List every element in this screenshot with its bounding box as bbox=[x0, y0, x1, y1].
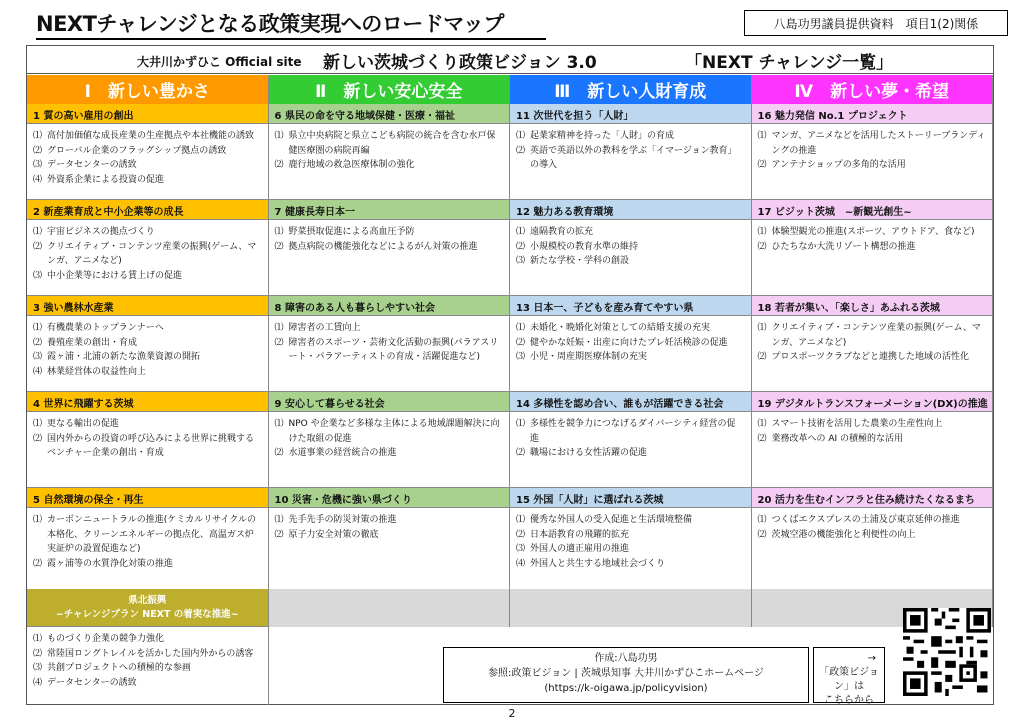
challenge-items bbox=[510, 124, 751, 175]
list-item bbox=[275, 336, 504, 365]
challenge-cell bbox=[269, 200, 511, 296]
item-text: 小規模校の教育水準の維持 bbox=[530, 241, 639, 252]
item-text: 国内外からの投資の呼び込みによる世界に挑戦するベンチャー企業の創出・育成 bbox=[47, 433, 255, 458]
title-underline bbox=[36, 38, 546, 40]
item-number: ⑵ bbox=[33, 241, 43, 252]
list-item bbox=[758, 321, 987, 350]
challenge-cell bbox=[27, 200, 269, 296]
challenge-cell bbox=[27, 296, 269, 392]
item-text: 共創プロジェクトへの積極的な参画 bbox=[47, 663, 191, 673]
challenge-heading: 1 質の高い雇用の創出 bbox=[27, 104, 268, 124]
list-item bbox=[33, 676, 262, 691]
challenge-cell bbox=[510, 104, 752, 200]
item-number: ⑵ bbox=[33, 337, 43, 348]
challenge-heading: 3 強い農林水産業 bbox=[27, 296, 268, 316]
extra-subtitle: ~チャレンジプラン NEXT の着実な推進~ bbox=[55, 609, 239, 620]
pillar-header-3: Ⅲ 新しい人財育成 bbox=[510, 75, 752, 104]
item-number: ⑵ bbox=[757, 529, 767, 540]
item-number: ⑵ bbox=[33, 433, 43, 444]
list-item bbox=[33, 350, 262, 365]
list-item bbox=[758, 528, 987, 543]
list-item bbox=[275, 513, 504, 528]
list-item bbox=[516, 350, 745, 365]
challenge-items bbox=[510, 412, 751, 463]
item-text: 外国人と共生する地域社会づくり bbox=[530, 558, 666, 569]
qr-note-line1: 「政策ビジョン」は bbox=[819, 667, 879, 692]
item-text: 英語で英語以外の教科を学ぶ「イマージョン教育」の導入 bbox=[530, 145, 737, 170]
list-item bbox=[33, 557, 262, 572]
list-item bbox=[33, 365, 262, 380]
challenge-heading: 19 デジタルトランスフォーメーション(DX)の推進 bbox=[752, 392, 993, 412]
item-number: ⑴ bbox=[33, 323, 43, 333]
page-title: NEXTチャレンジとなる政策実現へのロードマップ bbox=[36, 12, 504, 36]
challenge-heading: 5 自然環境の保全・再生 bbox=[27, 488, 268, 508]
challenge-heading: 8 障害のある人も暮らしやすい社会 bbox=[269, 296, 510, 316]
challenge-grid bbox=[27, 104, 993, 613]
challenge-heading: 15 外国「人財」に選ばれる茨城 bbox=[510, 488, 751, 508]
item-text: 業務改革への AI の積極的な活用 bbox=[771, 433, 904, 444]
item-number: ⑶ bbox=[516, 256, 526, 266]
item-number: ⑴ bbox=[274, 227, 284, 237]
item-number: ⑴ bbox=[757, 419, 767, 429]
item-text: 水道事業の経営統合の推進 bbox=[288, 448, 397, 458]
challenge-items bbox=[269, 220, 510, 256]
item-text: 外資系企業による投資の促進 bbox=[47, 174, 165, 185]
challenge-heading: 7 健康長寿日本一 bbox=[269, 200, 510, 220]
list-item bbox=[275, 158, 504, 173]
item-number: ⑵ bbox=[757, 433, 767, 444]
roadmap-frame bbox=[26, 45, 994, 705]
item-number: ⑴ bbox=[33, 131, 43, 141]
item-number: ⑴ bbox=[516, 419, 526, 429]
item-text: 霞ヶ浦等の水質浄化対策の推進 bbox=[47, 558, 174, 569]
list-item bbox=[275, 417, 504, 446]
item-text: 優秀な外国人の受入促進と生活環境整備 bbox=[530, 515, 693, 525]
challenge-heading: 12 魅力ある教育環境 bbox=[510, 200, 751, 220]
item-number: ⑵ bbox=[757, 241, 767, 252]
credit-reference: 参照:政策ビジョン | 茨城県知事 大井川かずひこホームページ bbox=[488, 668, 764, 679]
list-item bbox=[516, 240, 745, 255]
item-number: ⑵ bbox=[516, 337, 526, 348]
item-text: 体験型観光の推進(スポーツ、アウトドア、食など) bbox=[771, 227, 975, 237]
list-item bbox=[516, 542, 745, 557]
list-item bbox=[33, 432, 262, 461]
challenge-cell bbox=[269, 296, 511, 392]
item-number: ⑵ bbox=[516, 529, 526, 540]
extra-head bbox=[27, 589, 268, 627]
list-item bbox=[758, 432, 987, 447]
item-number: ⑴ bbox=[274, 419, 284, 429]
list-item bbox=[33, 129, 262, 144]
challenge-heading: 17 ビジット茨城 ~新観光創生~ bbox=[752, 200, 993, 220]
item-number: ⑷ bbox=[516, 558, 526, 569]
item-number: ⑵ bbox=[757, 352, 767, 362]
list-item bbox=[33, 661, 262, 676]
item-number: ⑵ bbox=[274, 160, 284, 170]
list-item bbox=[516, 446, 745, 461]
challenge-heading: 20 活力を生むインフラと住み続けたくなるまち bbox=[752, 488, 993, 508]
list-item bbox=[516, 225, 745, 240]
challenge-items bbox=[269, 412, 510, 463]
item-number: ⑵ bbox=[516, 241, 526, 252]
list-item bbox=[516, 513, 745, 528]
item-text: 職場における女性活躍の促進 bbox=[530, 448, 648, 458]
item-number: ⑵ bbox=[33, 648, 43, 659]
item-text: つくばエクスプレスの土浦及び東京延伸の推進 bbox=[771, 515, 960, 525]
list-item bbox=[275, 225, 504, 240]
item-text: 外国人の適正雇用の推進 bbox=[530, 544, 630, 554]
list-item bbox=[33, 225, 262, 240]
list-item bbox=[758, 350, 987, 365]
reference-label: 八島功男議員提供資料 項目1(2)関係 bbox=[744, 10, 1008, 36]
challenge-cell bbox=[269, 104, 511, 200]
extra-title: 県北振興 bbox=[128, 595, 167, 606]
item-number: ⑴ bbox=[516, 227, 526, 237]
item-number: ⑴ bbox=[274, 515, 284, 525]
item-text: 原子力安全対策の徹底 bbox=[288, 529, 379, 540]
list-item bbox=[33, 321, 262, 336]
challenge-cell bbox=[510, 392, 752, 488]
list-item bbox=[758, 240, 987, 255]
list-item bbox=[33, 647, 262, 662]
challenge-heading: 13 日本一、子どもを産み育てやすい県 bbox=[510, 296, 751, 316]
list-item bbox=[516, 528, 745, 543]
challenge-items bbox=[510, 316, 751, 367]
challenge-cell bbox=[510, 200, 752, 296]
item-number: ⑶ bbox=[33, 270, 43, 281]
list-item bbox=[33, 144, 262, 159]
list-item bbox=[758, 129, 987, 158]
item-number: ⑴ bbox=[274, 131, 284, 141]
item-text: スマート技術を活用した農業の生産性向上 bbox=[771, 419, 943, 429]
header-row bbox=[27, 46, 993, 74]
item-text: 拠点病院の機能強化などによるがん対策の推進 bbox=[288, 241, 478, 252]
item-number: ⑶ bbox=[516, 544, 526, 554]
list-item bbox=[516, 129, 745, 144]
item-text: NPO や企業など多様な主体による地域課題解決に向けた取組の促進 bbox=[288, 419, 500, 444]
item-text: ものづくり企業の競争力強化 bbox=[47, 634, 165, 644]
list-item bbox=[758, 513, 987, 528]
challenge-cell bbox=[752, 392, 994, 488]
site-name: 大井川かずひこ Official site bbox=[137, 55, 302, 69]
item-text: 小児・周産期医療体制の充実 bbox=[530, 352, 648, 362]
challenge-heading: 9 安心して暮らせる社会 bbox=[269, 392, 510, 412]
list-item bbox=[33, 158, 262, 173]
item-number: ⑴ bbox=[33, 227, 43, 237]
list-item bbox=[758, 225, 987, 240]
item-number: ⑵ bbox=[516, 145, 526, 156]
challenge-items bbox=[27, 316, 268, 381]
item-text: 高付加価値な成長産業の生産拠点や本社機能の誘致 bbox=[47, 131, 255, 141]
list-item bbox=[33, 632, 262, 647]
item-number: ⑴ bbox=[516, 131, 526, 141]
challenge-items bbox=[752, 508, 993, 544]
challenge-items bbox=[752, 220, 993, 256]
list-item bbox=[516, 336, 745, 351]
list-item bbox=[33, 269, 262, 284]
item-number: ⑵ bbox=[274, 529, 284, 540]
item-text: アンテナショップの多角的な活用 bbox=[771, 160, 906, 170]
challenge-heading: 16 魅力発信 No.1 プロジェクト bbox=[752, 104, 993, 124]
pillar-header-1: Ⅰ 新しい豊かさ bbox=[27, 75, 269, 104]
item-number: ⑴ bbox=[516, 323, 526, 333]
list-item bbox=[33, 513, 262, 557]
item-number: ⑴ bbox=[516, 515, 526, 525]
qr-note-line2: こちらから bbox=[824, 695, 874, 706]
list-item bbox=[33, 240, 262, 269]
challenge-items bbox=[752, 316, 993, 367]
item-number: ⑴ bbox=[274, 323, 284, 333]
item-text: 健やかな妊娠・出産に向けたプレ妊活検診の促進 bbox=[530, 337, 728, 348]
challenge-items bbox=[27, 412, 268, 463]
item-text: データセンターの誘致 bbox=[47, 160, 137, 170]
challenge-heading: 14 多様性を認め合い、誰もが活躍できる社会 bbox=[510, 392, 751, 412]
item-number: ⑵ bbox=[757, 160, 767, 170]
item-text: 障害者のスポーツ・芸術文化活動の振興(パラアスリート・パラアーティストの育成・活躍促進など) bbox=[288, 337, 499, 362]
item-text: 県立中央病院と県立こども病院の統合を含む水戸保健医療圏の病院再編 bbox=[288, 131, 496, 156]
item-text: 宇宙ビジネスの拠点づくり bbox=[47, 227, 155, 237]
challenge-items bbox=[269, 316, 510, 367]
item-text: 多様性を競争力につなげるダイバーシティ経営の促進 bbox=[530, 419, 736, 444]
item-text: 養殖産業の創出・育成 bbox=[47, 337, 138, 348]
item-number: ⑵ bbox=[516, 448, 526, 458]
credit-box bbox=[443, 647, 809, 703]
challenge-heading: 10 災害・危機に強い県づくり bbox=[269, 488, 510, 508]
challenge-items bbox=[269, 124, 510, 175]
page-number: 2 bbox=[508, 707, 516, 720]
challenge-items bbox=[510, 220, 751, 271]
item-text: 起業家精神を持った「人財」の育成 bbox=[530, 131, 675, 141]
extra-body bbox=[27, 627, 268, 692]
item-number: ⑴ bbox=[33, 419, 43, 429]
item-text: カーボンニュートラルの推進(ケミカルリサイクルの本格化、クリーンエネルギーの拠点化、高温ガス炉実証炉の設置促進など) bbox=[47, 515, 256, 554]
item-text: データセンターの誘致 bbox=[47, 677, 137, 688]
list-item bbox=[516, 254, 745, 269]
pillar-header-2: Ⅱ 新しい安心安全 bbox=[269, 75, 511, 104]
list-item bbox=[516, 557, 745, 572]
item-number: ⑷ bbox=[33, 174, 43, 185]
item-text: マンガ、アニメなどを活用したストーリーブランディングの推進 bbox=[771, 131, 986, 156]
item-number: ⑴ bbox=[33, 634, 43, 644]
list-item bbox=[33, 417, 262, 432]
challenge-items bbox=[510, 508, 751, 573]
next-list-title: 「NEXT チャレンジ一覧」 bbox=[685, 53, 894, 73]
item-number: ⑴ bbox=[757, 323, 767, 333]
item-number: ⑶ bbox=[33, 160, 43, 170]
list-item bbox=[516, 144, 745, 173]
challenge-items bbox=[269, 508, 510, 544]
list-item bbox=[758, 158, 987, 173]
challenge-heading: 4 世界に飛躍する茨城 bbox=[27, 392, 268, 412]
list-item bbox=[275, 321, 504, 336]
item-text: 林業経営体の収益性向上 bbox=[47, 366, 147, 377]
challenge-cell bbox=[27, 104, 269, 200]
list-item bbox=[33, 173, 262, 188]
item-number: ⑴ bbox=[757, 515, 767, 525]
item-text: 未婚化・晩婚化対策としての結婚支援の充実 bbox=[530, 323, 711, 333]
extra-prefecture-north-cell bbox=[27, 589, 269, 705]
item-text: 遠隔教育の拡充 bbox=[530, 227, 594, 237]
item-number: ⑶ bbox=[516, 352, 526, 362]
arrow-right-icon: → bbox=[867, 653, 876, 664]
list-item bbox=[758, 417, 987, 432]
challenge-cell bbox=[752, 200, 994, 296]
item-text: ひたちなか大洗リゾート構想の推進 bbox=[771, 241, 916, 252]
item-text: 茨城空港の機能強化と利便性の向上 bbox=[771, 529, 916, 540]
challenge-cell bbox=[752, 296, 994, 392]
list-item bbox=[33, 336, 262, 351]
list-item bbox=[516, 321, 745, 336]
item-number: ⑴ bbox=[757, 131, 767, 141]
challenge-heading: 2 新産業育成と中小企業等の成長 bbox=[27, 200, 268, 220]
item-number: ⑴ bbox=[757, 227, 767, 237]
list-item bbox=[516, 417, 745, 446]
item-number: ⑴ bbox=[33, 515, 43, 525]
item-number: ⑶ bbox=[33, 352, 43, 362]
item-number: ⑵ bbox=[274, 448, 284, 458]
challenge-heading: 11 次世代を担う「人財」 bbox=[510, 104, 751, 124]
challenge-items bbox=[27, 124, 268, 189]
challenge-cell bbox=[269, 392, 511, 488]
item-number: ⑵ bbox=[33, 145, 43, 156]
empty-cell bbox=[269, 589, 511, 627]
item-number: ⑷ bbox=[33, 366, 43, 377]
item-text: 霞ヶ浦・北浦の新たな漁業資源の開拓 bbox=[47, 352, 201, 362]
item-text: 中小企業等における賃上げの促進 bbox=[47, 270, 183, 281]
item-number: ⑶ bbox=[33, 663, 43, 673]
list-item bbox=[275, 528, 504, 543]
item-number: ⑵ bbox=[33, 558, 43, 569]
item-text: 野菜摂取促進による高血圧予防 bbox=[288, 227, 415, 237]
challenge-cell bbox=[510, 296, 752, 392]
pillar-headers bbox=[27, 75, 993, 104]
item-text: 鹿行地域の救急医療体制の強化 bbox=[288, 160, 415, 170]
qr-code-icon[interactable] bbox=[903, 608, 991, 696]
item-text: 更なる輸出の促進 bbox=[47, 419, 120, 429]
challenge-heading: 6 県民の命を守る地域保健・医療・福祉 bbox=[269, 104, 510, 124]
challenge-items bbox=[27, 220, 268, 285]
item-text: クリエイティブ・コンテンツ産業の振興(ゲーム、マンガ、アニメなど) bbox=[47, 241, 257, 266]
item-text: クリエイティブ・コンテンツ産業の振興(ゲーム、マンガ、アニメなど) bbox=[771, 323, 981, 348]
item-text: グローバル企業のフラッグシップ拠点の誘致 bbox=[47, 145, 227, 156]
item-text: 新たな学校・学科の創設 bbox=[530, 256, 630, 266]
item-number: ⑵ bbox=[274, 337, 284, 348]
pillar-header-4: Ⅳ 新しい夢・希望 bbox=[752, 75, 994, 104]
credit-author: 作成:八島功男 bbox=[594, 653, 658, 664]
credit-url: (https://k-oigawa.jp/policyvision) bbox=[544, 683, 708, 694]
challenge-heading: 18 若者が集い、「楽しさ」あふれる茨城 bbox=[752, 296, 993, 316]
item-number: ⑷ bbox=[33, 677, 43, 688]
vision-title: 新しい茨城づくり政策ビジョン 3.0 bbox=[323, 53, 597, 73]
challenge-items bbox=[752, 412, 993, 448]
item-text: 有機農業のトップランナーへ bbox=[47, 323, 164, 333]
item-text: 障害者の工賃向上 bbox=[288, 323, 361, 333]
item-number: ⑵ bbox=[274, 241, 284, 252]
list-item bbox=[275, 240, 504, 255]
challenge-cell bbox=[752, 104, 994, 200]
list-item bbox=[275, 129, 504, 158]
list-item bbox=[275, 446, 504, 461]
challenge-cell bbox=[27, 392, 269, 488]
challenge-items bbox=[27, 508, 268, 573]
item-text: 日本語教育の飛躍的拡充 bbox=[530, 529, 630, 540]
item-text: 先手先手の防災対策の推進 bbox=[288, 515, 397, 525]
item-text: プロスポーツクラブなどと連携した地域の活性化 bbox=[771, 352, 970, 362]
empty-cell bbox=[510, 589, 752, 627]
challenge-items bbox=[752, 124, 993, 175]
item-text: 常陸国ロングトレイルを活かした国内外からの誘客 bbox=[47, 648, 254, 659]
qr-note bbox=[813, 647, 885, 706]
